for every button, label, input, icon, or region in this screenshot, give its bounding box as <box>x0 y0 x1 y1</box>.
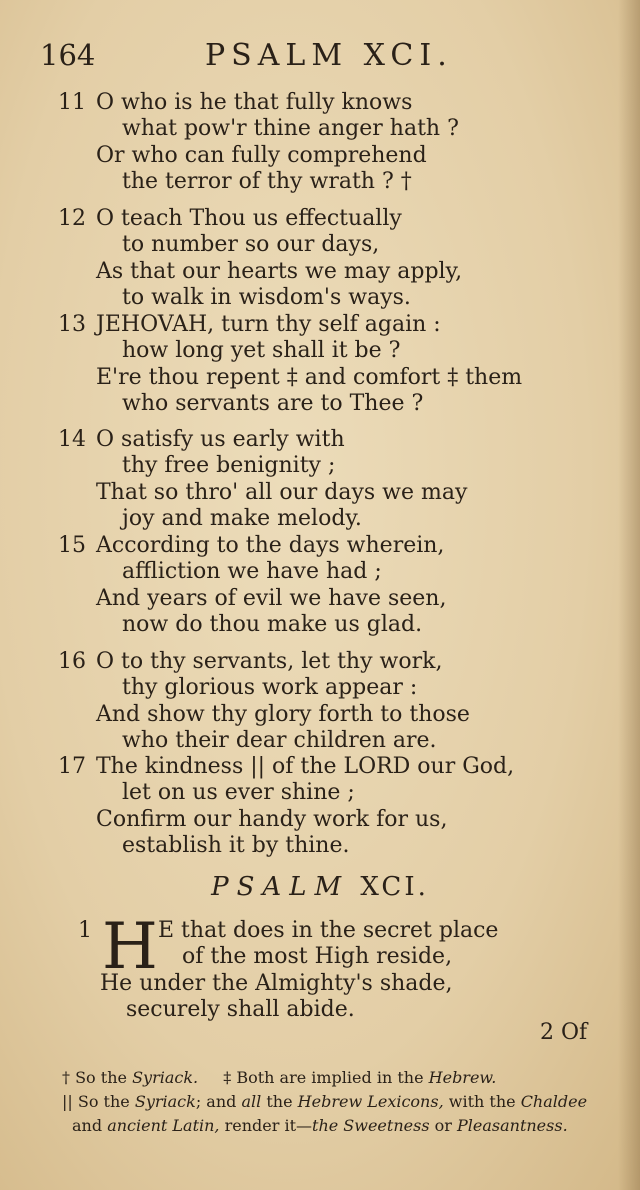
running-title: PSALM XCI. <box>205 38 453 73</box>
verse-line: And show thy glory forth to those <box>96 701 470 727</box>
verse-line: how long yet shall it be ? <box>122 338 401 364</box>
verse-line: to number so our days, <box>122 232 380 258</box>
verse-number: 11 <box>58 90 86 115</box>
verse-number: 13 <box>58 312 86 337</box>
footnote-text: So the <box>77 1092 130 1111</box>
verse-line: who their dear children are. <box>122 727 437 753</box>
dagger-mark: † <box>62 1068 70 1087</box>
verse-line: to walk in wisdom's ways. <box>122 284 411 310</box>
verse-line: thy free benignity ; <box>122 453 336 479</box>
psalm-title-number: XCI. <box>360 872 429 902</box>
footnote-text: Chaldee <box>520 1092 588 1111</box>
footnote-text: Hebrew. <box>428 1068 497 1087</box>
drop-cap: H <box>102 910 158 984</box>
verse-line: Confirm our handy work for us, <box>96 806 448 832</box>
psalm-title <box>0 872 640 902</box>
verse-line: JEHOVAH, turn thy self again : <box>96 312 441 337</box>
verse-11 <box>58 90 588 195</box>
verse-line: thy glorious work appear : <box>122 675 418 701</box>
verse-line: now do thou make us glad. <box>122 611 423 637</box>
verse-line: That so thro' all our days we may <box>96 479 468 505</box>
verse-15 <box>58 533 588 638</box>
verse-number: 17 <box>58 754 86 779</box>
verse-line: O to thy servants, let thy work, <box>96 649 443 674</box>
verse-12 <box>58 206 588 311</box>
verse-line: He under the Almighty's shade, <box>100 970 453 996</box>
footnote-line <box>62 1066 582 1090</box>
footnote-text: all <box>241 1092 262 1111</box>
footnote-line <box>62 1090 588 1114</box>
verse-line: establish it by thine. <box>122 832 350 858</box>
verse-16 <box>58 649 588 754</box>
footnote-text: ancient Latin, <box>107 1116 220 1135</box>
verse-line: O who is he that fully knows <box>96 90 413 115</box>
page-header <box>40 38 560 78</box>
page-number: 164 <box>40 38 96 72</box>
footnote-text: Both are implied in the <box>236 1068 424 1087</box>
catchword: 2 Of <box>540 1020 588 1045</box>
footnote-text: Hebrew Lexicons, <box>297 1092 444 1111</box>
verse-line: And years of evil we have seen, <box>96 585 447 611</box>
page-edge-shadow <box>618 0 640 1190</box>
verse-line: As that our hearts we may apply, <box>96 258 463 284</box>
footnote-text: Pleasantness. <box>457 1116 568 1135</box>
psalm-title-word: PSALM <box>211 872 350 902</box>
verse-number: 1 <box>78 918 92 943</box>
footnote-text: ; and <box>195 1092 237 1111</box>
verse-line: Or who can fully comprehend <box>96 142 427 168</box>
verse-line: The kindness || of the LORD our God, <box>96 754 515 779</box>
verse-line: According to the days wherein, <box>96 533 445 558</box>
verse-13 <box>58 312 588 417</box>
verse-line: let on us ever shine ; <box>122 780 355 806</box>
verse-number: 16 <box>58 649 86 674</box>
footnote-text: with the <box>448 1092 516 1111</box>
verse-number: 14 <box>58 427 86 452</box>
footnote-text: or <box>434 1116 452 1135</box>
verse-line: who servants are to Thee ? <box>122 390 424 416</box>
footnotes <box>62 1066 588 1138</box>
verse-number: 12 <box>58 206 86 231</box>
double-dagger-mark: ‡ <box>223 1068 232 1087</box>
verse-17 <box>58 754 588 859</box>
footnote-text: the <box>266 1092 293 1111</box>
footnote-text: Syriack. <box>132 1068 199 1087</box>
parallel-mark: || <box>62 1092 73 1111</box>
verse-line: of the most High reside, <box>182 944 453 970</box>
footnote-line <box>62 1114 582 1138</box>
verse-line: affliction we have had ; <box>122 559 382 585</box>
footnote-text: the Sweetness <box>312 1116 430 1135</box>
verse-line: securely shall abide. <box>126 996 355 1022</box>
verse-number: 15 <box>58 533 86 558</box>
verse-line: O teach Thou us effectually <box>96 206 402 231</box>
verse-line: E that does in the secret place <box>158 918 499 943</box>
footnote-text: render it— <box>224 1116 313 1135</box>
verse-line: O satisfy us early with <box>96 427 345 452</box>
verse-line: joy and make melody. <box>122 505 362 531</box>
verse-14 <box>58 427 588 532</box>
footnote-text: So the <box>75 1068 127 1087</box>
verse-line: the terror of thy wrath ? † <box>122 168 412 194</box>
verse-line: E're thou repent ‡ and comfort ‡ them <box>96 364 523 390</box>
verse-line: what pow'r thine anger hath ? <box>122 116 459 142</box>
footnote-text: Syriack <box>134 1092 196 1111</box>
footnote-text: and <box>72 1116 103 1135</box>
